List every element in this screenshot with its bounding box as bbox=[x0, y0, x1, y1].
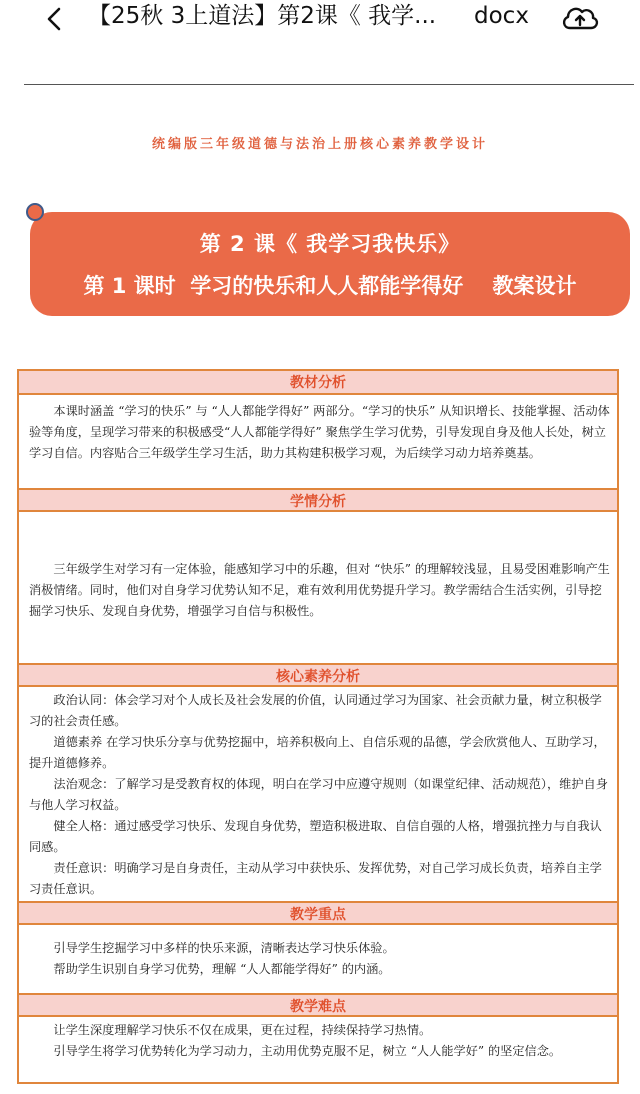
section-heading-textbook-analysis: 教材分析 bbox=[19, 371, 617, 395]
paragraph: 引导学生将学习优势转化为学习动力，主动用优势克服不足，树立 “人人能学好” 的坚定信念。 bbox=[53, 1044, 562, 1058]
section-body-student-analysis bbox=[29, 559, 611, 622]
section-heading-core-literacy: 核心素养分析 bbox=[19, 663, 617, 687]
banner-dot bbox=[26, 203, 44, 221]
header-divider bbox=[24, 84, 634, 85]
paragraph: 健全人格：通过感受学习快乐、发现自身优势，塑造积极进取、自信自强的人格，增强抗挫力与自我认同感。 bbox=[29, 819, 602, 854]
paragraph: 帮助学生识别自身学习优势，理解 “人人都能学得好” 的内涵。 bbox=[53, 962, 391, 976]
section-body-key-points bbox=[29, 938, 611, 980]
document-title: 【25秋 3上道法】第2课《 我学... bbox=[88, 3, 437, 29]
file-extension: docx bbox=[474, 3, 529, 29]
section-heading-difficulties: 教学难点 bbox=[19, 993, 617, 1017]
section-body-core-literacy bbox=[29, 690, 611, 900]
paragraph: 让学生深度理解学习快乐不仅在成果，更在过程，持续保持学习热情。 bbox=[53, 1023, 432, 1037]
paragraph: 引导学生挖掘学习中多样的快乐来源，清晰表达学习快乐体验。 bbox=[53, 941, 395, 955]
lesson-title: 第 2 课《 我学习我快乐》 bbox=[199, 232, 461, 256]
paragraph: 三年级学生对学习有一定体验，能感知学习中的乐趣，但对 “快乐” 的理解较浅显，且易受困难影响产生消极情绪。同时，他们对自身学习优势认知不足，难有效利用优势提升学习。教学需结合生活实例，引导挖掘学习快乐、发现自身优势，增强学习自信与积极性。 bbox=[29, 562, 610, 618]
chevron-left-icon[interactable] bbox=[42, 6, 68, 32]
paragraph: 本课时涵盖 “学习的快乐” 与 “人人都能学得好” 两部分。“学习的快乐” 从知识增长、技能掌握、活动体验等角度，呈现学习带来的积极感受“人人都能学得好” 聚焦学生学习优势，引导发现自身及他人长处，树立学习自信。内容贴合三年级学生学习生活，助力其构建积极学习观，为后续学习动力培养奠基。 bbox=[29, 404, 610, 460]
paragraph: 法治观念：了解学习是受教育权的体现，明白在学习中应遵守规则（如课堂纪律、活动规范），维护自身与他人学习权益。 bbox=[29, 777, 608, 812]
cloud-upload-icon[interactable] bbox=[560, 2, 600, 32]
section-body-difficulties bbox=[29, 1020, 611, 1062]
lesson-plan-table bbox=[17, 369, 619, 1084]
paragraph: 政治认同：体会学习对个人成长及社会发展的价值，认同通过学习为国家、社会贡献力量，树立积极学习的社会责任感。 bbox=[29, 693, 602, 728]
lesson-subtitle: 第 1 课时 学习的快乐和人人都能学得好 教案设计 bbox=[83, 274, 577, 298]
paragraph: 道德素养 在学习快乐分享与优势挖掘中，培养积极向上、自信乐观的品德，学会欣赏他人、互助学习，提升道德修养。 bbox=[29, 735, 606, 770]
series-title: 统编版三年级道德与法治上册核心素养教学设计 bbox=[151, 137, 488, 152]
top-bar bbox=[0, 0, 640, 34]
section-body-textbook-analysis bbox=[29, 401, 611, 464]
section-heading-student-analysis: 学情分析 bbox=[19, 488, 617, 512]
section-heading-key-points: 教学重点 bbox=[19, 901, 617, 925]
paragraph: 责任意识：明确学习是自身责任，主动从学习中获快乐、发挥优势，对自己学习成长负责，培养自主学习责任意识。 bbox=[29, 861, 602, 896]
